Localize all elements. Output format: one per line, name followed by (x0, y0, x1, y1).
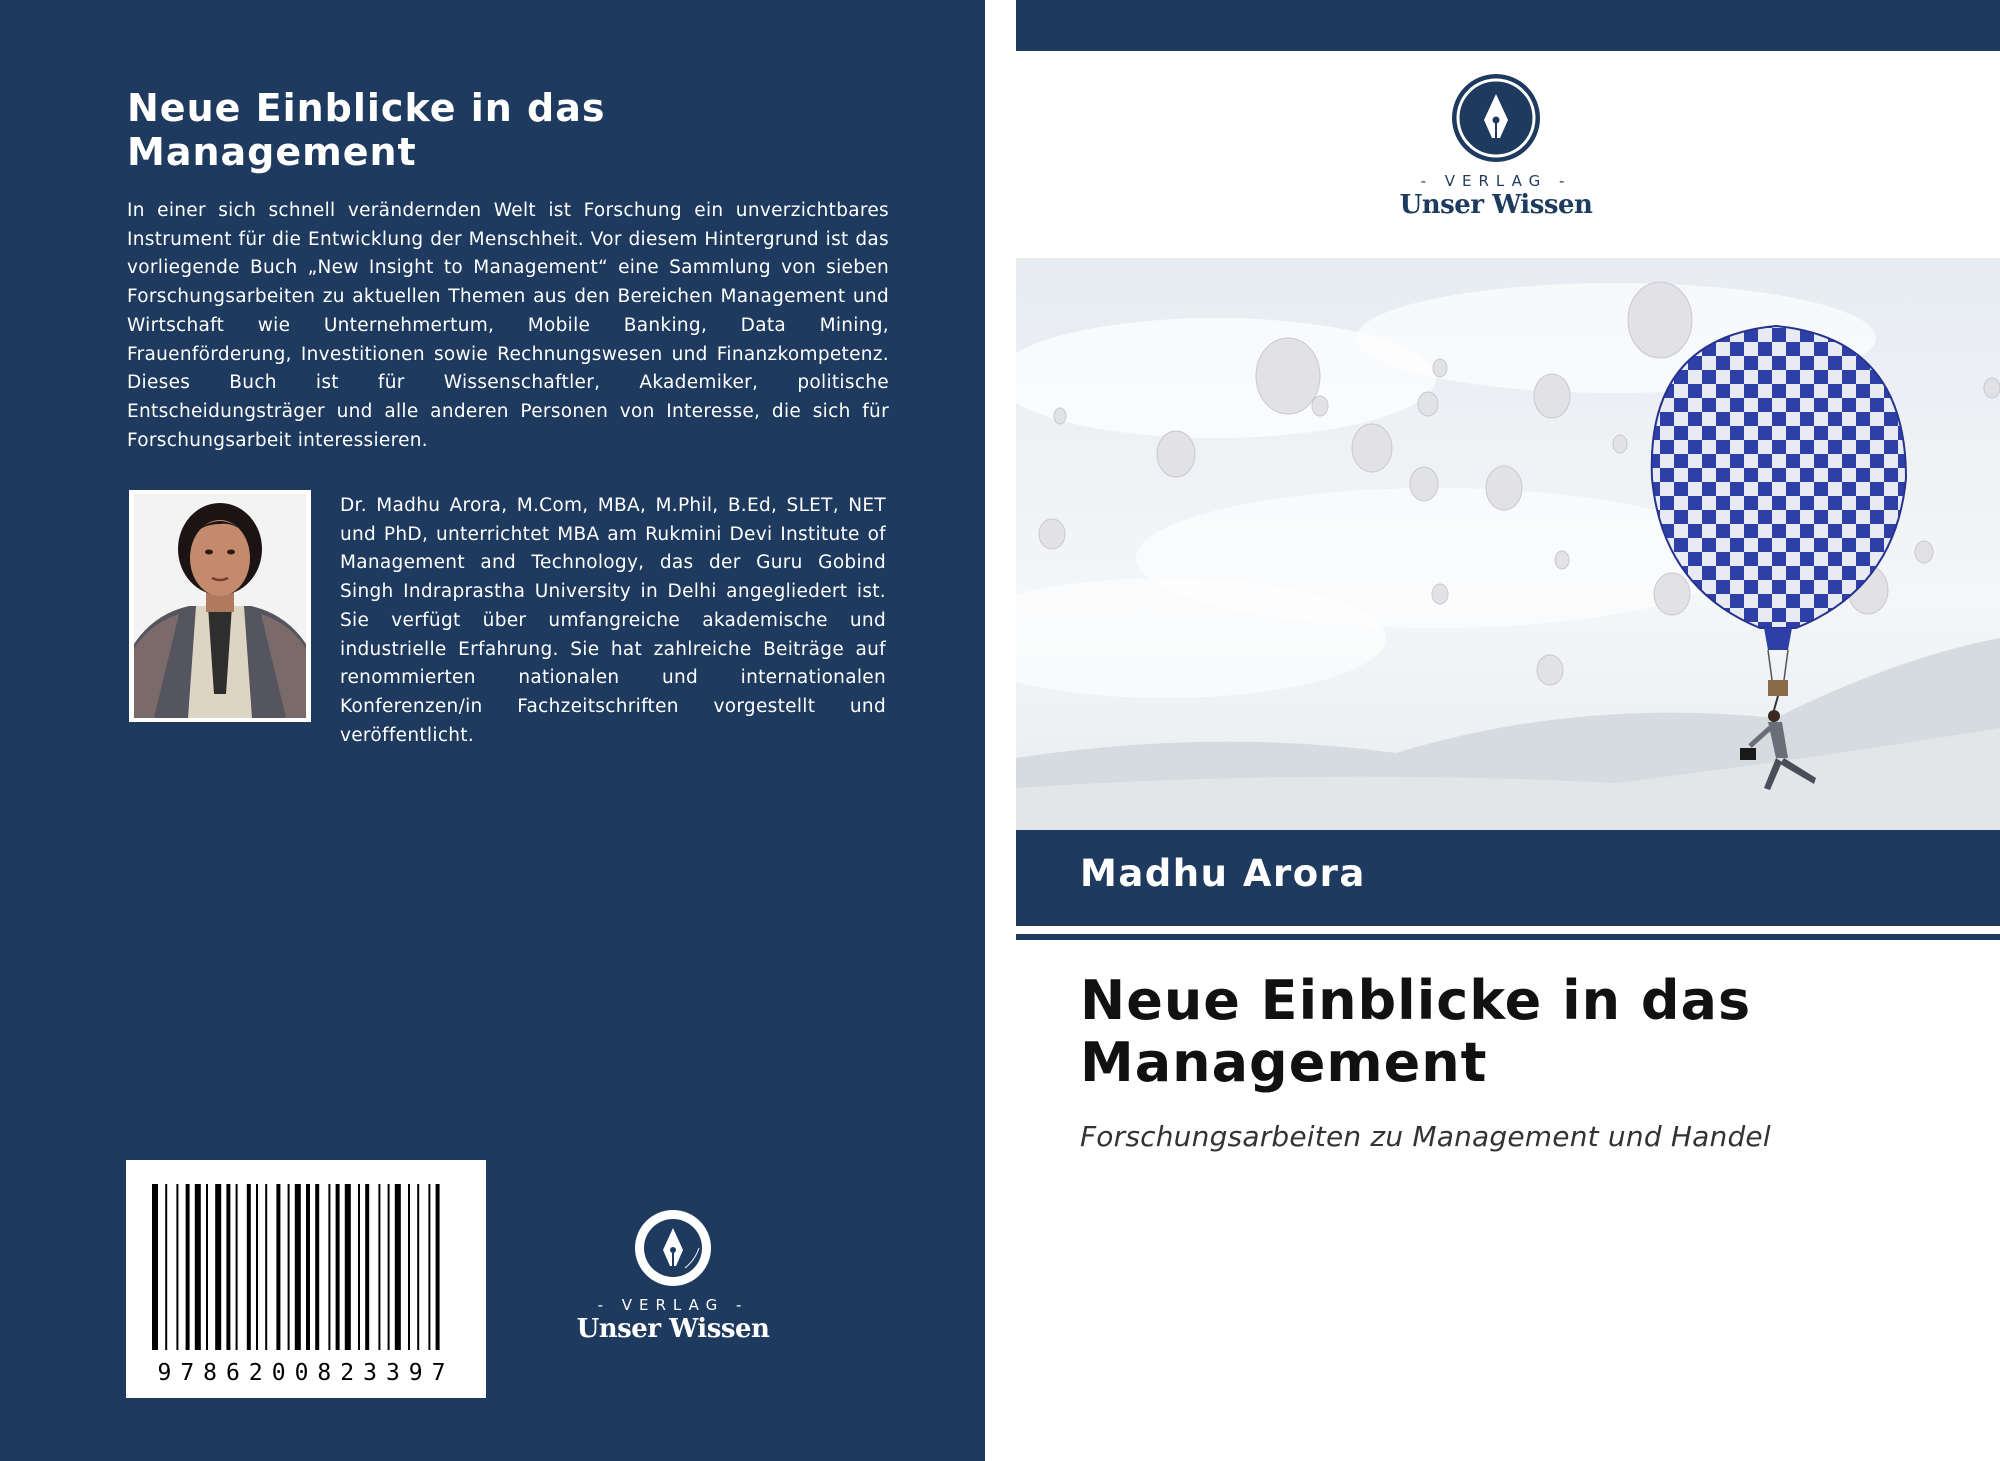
barcode-bar (436, 1184, 440, 1350)
author-portrait-icon (134, 494, 306, 718)
barcode-bar (306, 1184, 310, 1350)
barcode-bar (365, 1184, 369, 1350)
barcode-bar (226, 1184, 230, 1350)
barcode-bar (408, 1184, 410, 1350)
front-cover-title: Neue Einblicke in das Management (1080, 969, 1752, 1094)
barcode-bar (328, 1184, 330, 1350)
author-photo (129, 490, 311, 722)
barcode-bar (195, 1184, 201, 1350)
barcode-bar (152, 1184, 158, 1350)
barcode-bar (417, 1184, 419, 1350)
barcode-bar (256, 1184, 258, 1350)
barcode-bar (247, 1184, 251, 1350)
barcode-bar (358, 1184, 360, 1350)
barcode-bar (315, 1184, 319, 1350)
barcode-bar (276, 1184, 280, 1350)
front-top-bar (1016, 0, 2000, 51)
barcode-bar (428, 1184, 430, 1350)
author-band (1016, 830, 2000, 926)
barcode-bar (206, 1184, 208, 1350)
barcode-bar (215, 1184, 221, 1350)
barcode-bar (165, 1184, 167, 1350)
author-bio: Dr. Madhu Arora, M.Com, MBA, M.Phil, B.Ed, SLET, NET und PhD, unterrichtet MBA am Rukmini Devi Institute of Management and Technology, das der Guru Gobind Singh Indraprastha University in Delhi angegliedert ist. Sie verfügt über umfangreiche akademische und industrielle Erfahrung. Sie hat zahlreiche Beiträge auf renommierten nationalen und internationalen Konferenzen/in Fachzeitschriften vorgestellt und veröffentlicht. (340, 495, 886, 746)
publisher-logo-back (566, 1208, 780, 1344)
pen-nib-logo-icon (633, 1208, 713, 1288)
barcode-bar (388, 1184, 390, 1350)
barcode-bar (186, 1184, 190, 1350)
publisher-logo-front (1380, 72, 1612, 220)
pen-nib-logo-icon (1450, 72, 1542, 164)
verlag-label: - VERLAG - (1420, 172, 1572, 190)
barcode-bars (148, 1184, 464, 1380)
barcode-bar (236, 1184, 238, 1350)
divider-line (1016, 934, 2000, 940)
barcode-bar (176, 1184, 178, 1350)
barcode-bar (336, 1184, 340, 1350)
barcode-bar (378, 1184, 380, 1350)
back-cover-blurb: In einer sich schnell verändernden Welt ist Forschung ein unverzichtbares Instrument für die Entwicklung der Menschheit. Vor diesem Hintergrund ist das vorliegende Buch „New Insight to Management“ eine Sammlung von sieben Forschungsarbeiten zu aktuellen Themen aus den Bereichen Management und Wirtschaft wie Unternehmertum, Mobile Banking, Data Mining, Frauenförderung, Investitionen sowie Rechnungswesen und Finanzkompetenz. Dieses Buch ist für Wissenschaftler, Akademiker, politische Entscheidungsträger und alle anderen Personen von Interesse, die sich für Forschungsarbeit interessieren. (127, 200, 889, 451)
barcode-bar (395, 1184, 401, 1350)
publisher-name: Unser Wissen (576, 1314, 770, 1344)
barcode-bar (288, 1184, 290, 1350)
front-author-name: Madhu Arora (1080, 852, 1366, 895)
barcode-bar (265, 1184, 267, 1350)
spine-gap (985, 0, 1016, 1461)
publisher-name: Unser Wissen (1399, 190, 1593, 220)
back-cover (0, 0, 985, 1461)
isbn-digits: 9786200823397 (157, 1360, 455, 1386)
isbn-barcode (126, 1160, 486, 1398)
barcode-bar (295, 1184, 301, 1350)
hot-air-balloon-illustration (1016, 258, 2000, 830)
barcode-bar (345, 1184, 351, 1350)
cover-illustration (1016, 258, 2000, 830)
back-cover-title: Neue Einblicke in das Management (127, 86, 606, 174)
front-cover-subtitle: Forschungsarbeiten zu Management und Handel (1080, 1120, 1771, 1153)
verlag-label: - VERLAG - (597, 1296, 749, 1314)
